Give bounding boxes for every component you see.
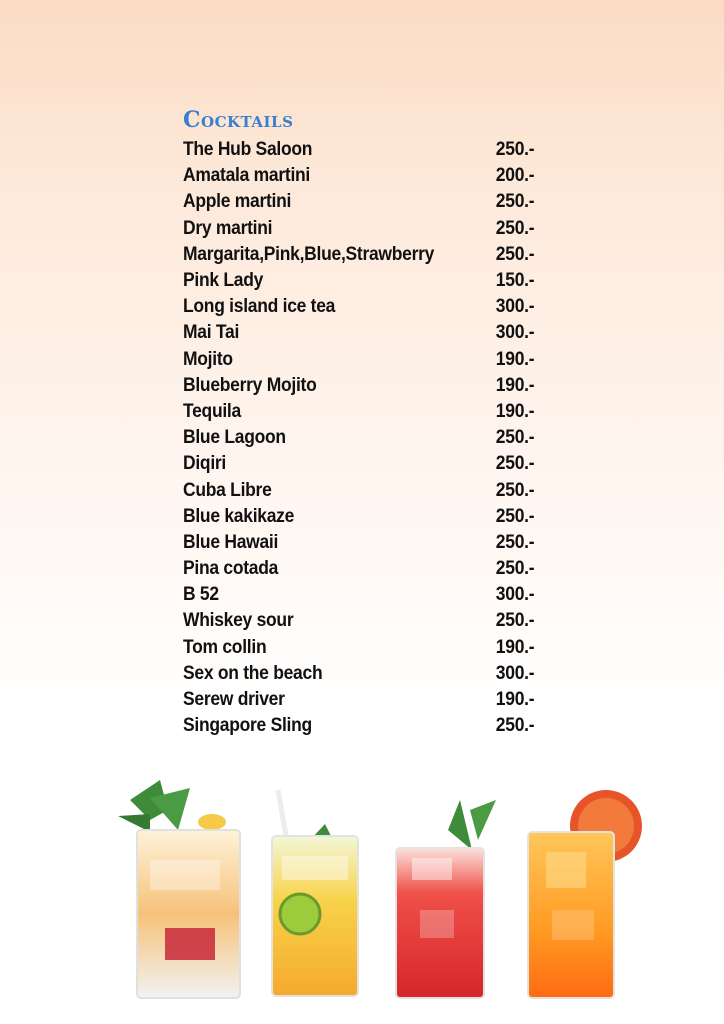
menu-item-price: 250.-	[495, 610, 535, 632]
menu-item	[183, 294, 533, 320]
menu-item	[183, 530, 533, 556]
menu-item-name: Amatala martini	[183, 165, 311, 187]
menu-item-name: Blueberry Mojito	[183, 374, 317, 396]
cocktail-glass-lime-icon	[272, 790, 358, 996]
menu-item	[183, 216, 533, 242]
menu-item-price: 250.-	[495, 453, 535, 475]
cocktail-menu	[183, 106, 563, 739]
menu-item	[183, 242, 533, 268]
menu-item	[183, 268, 533, 294]
menu-item	[183, 635, 533, 661]
menu-item-price: 250.-	[495, 243, 535, 265]
menu-item-name: Pink Lady	[183, 270, 264, 292]
menu-item-price: 250.-	[495, 558, 535, 580]
menu-item-price: 250.-	[495, 217, 535, 239]
menu-item-price: 190.-	[495, 400, 535, 422]
menu-item	[183, 451, 533, 477]
menu-list	[183, 137, 563, 739]
cocktail-glass-orange-icon	[528, 790, 642, 998]
menu-item-price: 250.-	[495, 191, 535, 213]
menu-item-price: 300.-	[495, 584, 535, 606]
menu-item-price: 300.-	[495, 296, 535, 318]
menu-item	[183, 320, 533, 346]
menu-item	[183, 373, 533, 399]
menu-item-name: Serew driver	[183, 689, 285, 711]
menu-item-name: Mai Tai	[183, 322, 240, 344]
menu-item-price: 300.-	[495, 662, 535, 684]
menu-item-price: 190.-	[495, 374, 535, 396]
menu-item-price: 190.-	[495, 636, 535, 658]
menu-item-name: Tequila	[183, 400, 241, 422]
menu-item	[183, 582, 533, 608]
cocktail-illustration	[0, 760, 724, 1024]
menu-item-name: Mojito	[183, 348, 233, 370]
menu-item	[183, 713, 533, 739]
menu-item-name: Diqiri	[183, 453, 227, 475]
menu-item-name: Whiskey sour	[183, 610, 294, 632]
menu-item-name: The Hub Saloon	[183, 139, 313, 161]
menu-item	[183, 608, 533, 634]
section-title: Cocktails	[183, 107, 294, 133]
menu-item	[183, 347, 533, 373]
menu-item	[183, 425, 533, 451]
menu-item	[183, 556, 533, 582]
menu-item	[183, 399, 533, 425]
menu-item-price: 190.-	[495, 348, 535, 370]
menu-item-name: B 52	[183, 584, 219, 606]
menu-item-price: 250.-	[495, 139, 535, 161]
menu-item	[183, 687, 533, 713]
menu-item-price: 250.-	[495, 479, 535, 501]
menu-item-name: Blue kakikaze	[183, 505, 295, 527]
menu-item	[183, 477, 533, 503]
menu-item-name: Blue Hawaii	[183, 531, 279, 553]
menu-item-price: 250.-	[495, 427, 535, 449]
menu-item-name: Singapore Sling	[183, 715, 312, 737]
menu-item	[183, 189, 533, 215]
menu-item-price: 300.-	[495, 322, 535, 344]
menu-item-price: 250.-	[495, 531, 535, 553]
menu-item-price: 150.-	[495, 270, 535, 292]
menu-item-name: Blue Lagoon	[183, 427, 286, 449]
menu-item-name: Margarita,Pink,Blue,Strawberry	[183, 243, 435, 265]
menu-item	[183, 163, 533, 189]
menu-item-price: 190.-	[495, 689, 535, 711]
menu-item	[183, 137, 533, 163]
menu-item-price: 200.-	[495, 165, 535, 187]
menu-item	[183, 504, 533, 530]
menu-item-name: Tom collin	[183, 636, 267, 658]
menu-item-name: Dry martini	[183, 217, 273, 239]
menu-item-name: Long island ice tea	[183, 296, 336, 318]
menu-item	[183, 661, 533, 687]
menu-item-name: Cuba Libre	[183, 479, 272, 501]
menu-item-name: Pina cotada	[183, 558, 279, 580]
menu-item-price: 250.-	[495, 715, 535, 737]
menu-item-name: Apple martini	[183, 191, 292, 213]
menu-item-name: Sex on the beach	[183, 662, 323, 684]
cocktail-glass-red-icon	[396, 800, 496, 998]
menu-item-price: 250.-	[495, 505, 535, 527]
cocktail-glass-mint-icon	[118, 780, 240, 998]
